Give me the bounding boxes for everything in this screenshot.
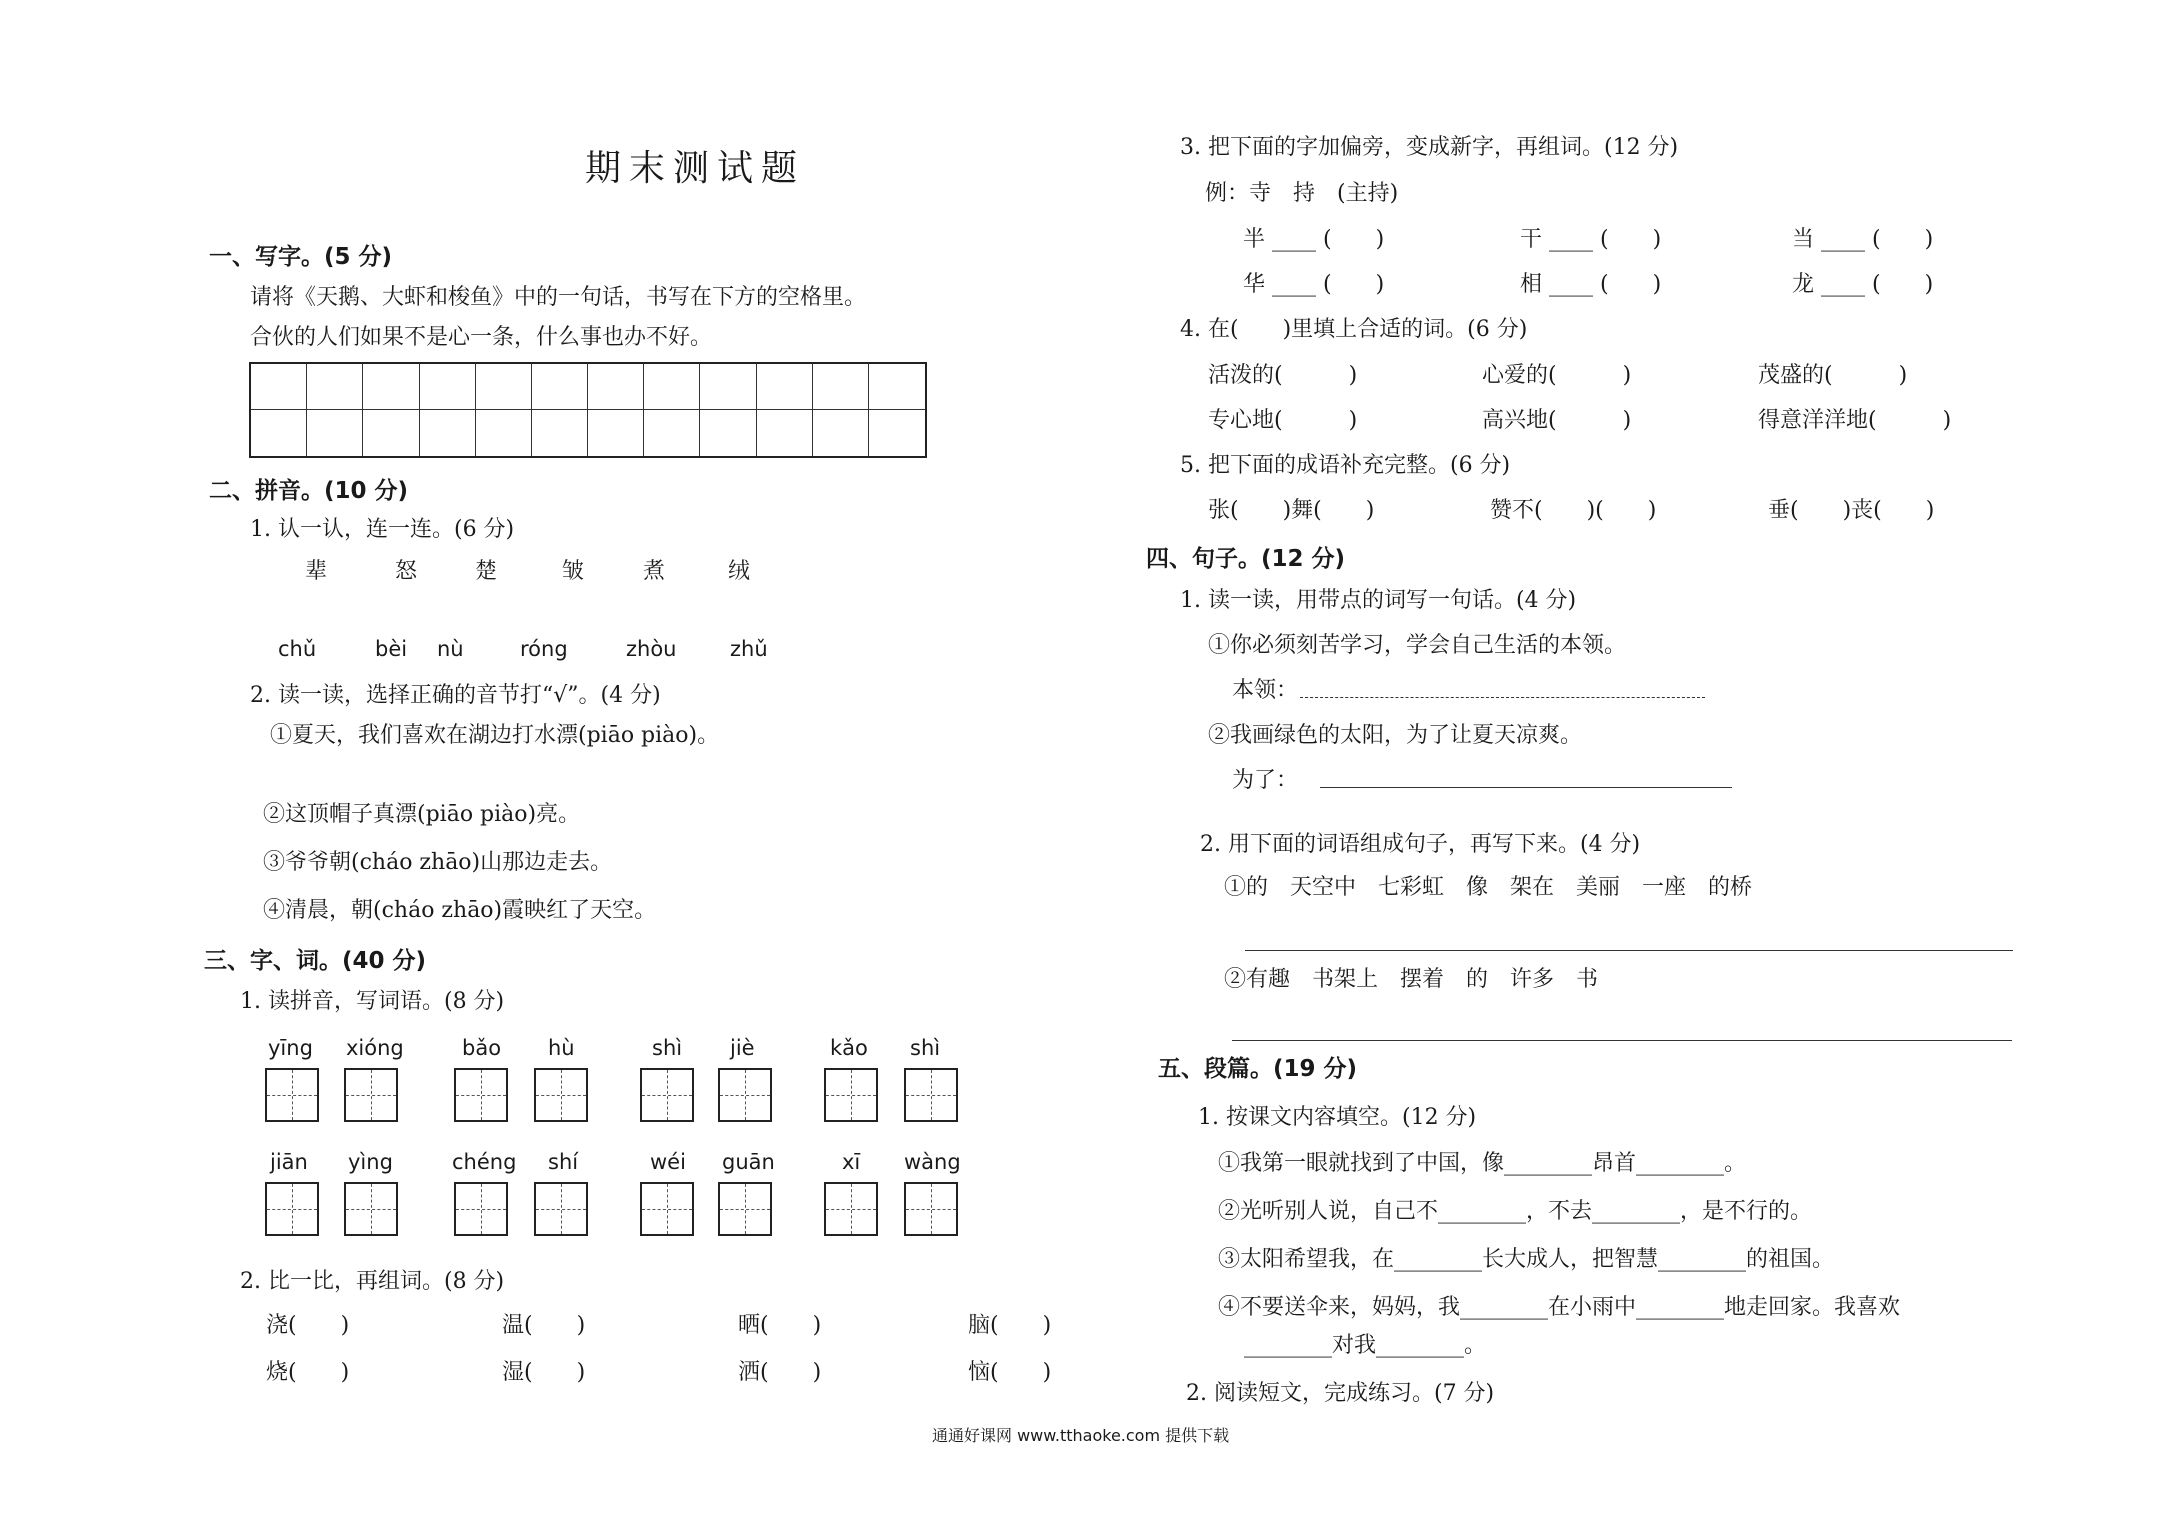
radical-item: 干 ____ ( ) <box>1520 227 1662 252</box>
compare-item: 恼( ) <box>968 1360 1052 1385</box>
tianzige-box[interactable] <box>718 1068 772 1122</box>
section-1-instruction: 请将《天鹅、大虾和梭鱼》中的一句话，书写在下方的空格里。 <box>250 285 867 310</box>
page-title: 期末测试题 <box>585 148 806 189</box>
s2-item-3: ③爷爷朝(cháo zhāo)山那边走去。 <box>263 850 613 875</box>
pinyin-item: bèi <box>375 637 408 661</box>
section-3-heading: 三、字、词。(40 分) <box>204 948 427 974</box>
s4-question-2: 2. 用下面的词语组成句子，再写下来。(4 分) <box>1200 832 1641 857</box>
s2-item-4: ④清晨，朝(cháo zhāo)霞映红了天空。 <box>263 898 657 923</box>
fill-item: 高兴地( ) <box>1482 408 1632 433</box>
s2-item-1: ①夏天，我们喜欢在湖边打水漂(piāo piào)。 <box>270 723 720 748</box>
s4-words-2: ②有趣 书架上 摆着 的 许多 书 <box>1224 967 1599 992</box>
s3-question-5: 5. 把下面的成语补充完整。(6 分) <box>1180 453 1511 478</box>
pinyin-label: bǎo <box>462 1036 502 1060</box>
idiom-item: 赞不( )( ) <box>1490 498 1657 523</box>
pinyin-label: guān <box>722 1150 775 1174</box>
tianzige-box[interactable] <box>534 1182 588 1236</box>
pinyin-label: wàng <box>904 1150 961 1174</box>
section-1-heading: 一、写字。(5 分) <box>209 244 393 270</box>
tianzige-box[interactable] <box>904 1182 958 1236</box>
s3-question-4: 4. 在( )里填上合适的词。(6 分) <box>1180 317 1528 342</box>
tianzige-box[interactable] <box>265 1068 319 1122</box>
section-2-heading: 二、拼音。(10 分) <box>209 478 409 504</box>
writing-grid[interactable] <box>249 362 927 458</box>
s3-question-1: 1. 读拼音，写词语。(8 分) <box>240 989 505 1014</box>
char-item: 楚 <box>475 559 498 584</box>
tianzige-box[interactable] <box>640 1182 694 1236</box>
fill-item: 心爱的( ) <box>1482 363 1632 388</box>
pinyin-label: jiè <box>730 1036 755 1060</box>
s3-question-2: 2. 比一比，再组词。(8 分) <box>240 1269 505 1294</box>
s2-item-2: ②这顶帽子真漂(piāo piào)亮。 <box>263 802 581 827</box>
pinyin-label: jiān <box>270 1150 308 1174</box>
pinyin-item: chǔ <box>278 637 317 661</box>
tianzige-box[interactable] <box>454 1182 508 1236</box>
pinyin-item: zhǔ <box>730 637 768 661</box>
fill-item: 活泼的( ) <box>1208 363 1358 388</box>
tianzige-box[interactable] <box>718 1182 772 1236</box>
s4-sentence-2: ②我画绿色的太阳，为了让夏天凉爽。 <box>1208 723 1583 748</box>
compare-item: 洒( ) <box>738 1360 822 1385</box>
s5-fill-2: ②光听别人说，自己不________，不去________，是不行的。 <box>1218 1199 1813 1224</box>
s5-fill-3: ③太阳希望我，在________长大成人，把智慧________的祖国。 <box>1218 1247 1835 1272</box>
pinyin-label: yìng <box>348 1150 393 1174</box>
s5-question-2: 2. 阅读短文，完成练习。(7 分) <box>1186 1381 1495 1406</box>
compare-item: 脑( ) <box>968 1313 1052 1338</box>
pinyin-label: shì <box>910 1036 941 1060</box>
idiom-item: 张( )舞( ) <box>1208 498 1375 523</box>
s2-question-1: 1. 认一认，连一连。(6 分) <box>250 517 515 542</box>
compare-item: 温( ) <box>502 1313 586 1338</box>
pinyin-label: xióng <box>346 1036 404 1060</box>
section-5-heading: 五、段篇。(19 分) <box>1158 1056 1358 1082</box>
char-item: 绒 <box>728 559 751 584</box>
char-item: 怒 <box>395 559 418 584</box>
answer-line[interactable] <box>1300 697 1705 698</box>
pinyin-label: kǎo <box>830 1036 868 1060</box>
s2-question-2: 2. 读一读，选择正确的音节打“√”。(4 分) <box>250 683 661 708</box>
s5-question-1: 1. 按课文内容填空。(12 分) <box>1198 1105 1477 1130</box>
radical-item: 相 ____ ( ) <box>1520 272 1662 297</box>
s3-question-3: 3. 把下面的字加偏旁，变成新字，再组词。(12 分) <box>1180 135 1679 160</box>
pinyin-label: xī <box>842 1150 861 1174</box>
s4-word-1: 本领： <box>1232 678 1299 703</box>
char-item: 煮 <box>643 559 666 584</box>
pinyin-label: wéi <box>650 1150 686 1174</box>
s4-sentence-1: ①你必须刻苦学习，学会自己生活的本领。 <box>1208 633 1627 658</box>
s4-word-2: 为了： <box>1232 768 1299 793</box>
radical-item: 华 ____ ( ) <box>1243 272 1385 297</box>
fill-item: 茂盛的( ) <box>1758 363 1908 388</box>
tianzige-box[interactable] <box>344 1068 398 1122</box>
compare-item: 晒( ) <box>738 1313 822 1338</box>
tianzige-box[interactable] <box>265 1182 319 1236</box>
section-4-heading: 四、句子。(12 分) <box>1146 546 1346 572</box>
pinyin-label: shì <box>652 1036 683 1060</box>
char-item: 辈 <box>305 559 328 584</box>
radical-item: 龙 ____ ( ) <box>1792 272 1934 297</box>
pinyin-label: yīng <box>268 1036 313 1060</box>
answer-line[interactable] <box>1232 1040 2012 1041</box>
tianzige-box[interactable] <box>344 1182 398 1236</box>
fill-item: 专心地( ) <box>1208 408 1358 433</box>
compare-item: 烧( ) <box>266 1360 350 1385</box>
compare-item: 浇( ) <box>266 1313 350 1338</box>
s5-fill-1: ①我第一眼就找到了中国，像________昂首________。 <box>1218 1151 1747 1176</box>
fill-item: 得意洋洋地( ) <box>1758 408 1952 433</box>
compare-item: 湿( ) <box>502 1360 586 1385</box>
tianzige-box[interactable] <box>904 1068 958 1122</box>
radical-item: 当 ____ ( ) <box>1792 227 1934 252</box>
idiom-item: 垂( )丧( ) <box>1768 498 1935 523</box>
pinyin-label: chéng <box>452 1150 517 1174</box>
tianzige-box[interactable] <box>824 1182 878 1236</box>
pinyin-item: zhòu <box>626 637 677 661</box>
tianzige-box[interactable] <box>824 1068 878 1122</box>
radical-item: 半 ____ ( ) <box>1243 227 1385 252</box>
s5-fill-5: ________对我________。 <box>1244 1333 1487 1358</box>
pinyin-item: róng <box>520 637 568 661</box>
answer-line[interactable] <box>1320 787 1732 788</box>
section-1-sentence: 合伙的人们如果不是心一条，什么事也办不好。 <box>250 325 713 350</box>
s5-fill-4: ④不要送伞来，妈妈，我________在小雨中________地走回家。我喜欢 <box>1218 1295 1901 1320</box>
s4-words-1: ①的 天空中 七彩虹 像 架在 美丽 一座 的桥 <box>1224 875 1753 900</box>
answer-line[interactable] <box>1245 950 2013 951</box>
tianzige-box[interactable] <box>534 1068 588 1122</box>
pinyin-item: nù <box>437 637 464 661</box>
pinyin-label: shí <box>548 1150 579 1174</box>
s4-question-1: 1. 读一读，用带点的词写一句话。(4 分) <box>1180 588 1577 613</box>
radical-example: 例：寺 持 (主持) <box>1205 181 1399 206</box>
tianzige-box[interactable] <box>454 1068 508 1122</box>
pinyin-label: hù <box>548 1036 575 1060</box>
tianzige-box[interactable] <box>640 1068 694 1122</box>
char-item: 皱 <box>562 559 585 584</box>
footer-credit: 通通好课网 www.tthaoke.com 提供下载 <box>932 1426 1230 1445</box>
